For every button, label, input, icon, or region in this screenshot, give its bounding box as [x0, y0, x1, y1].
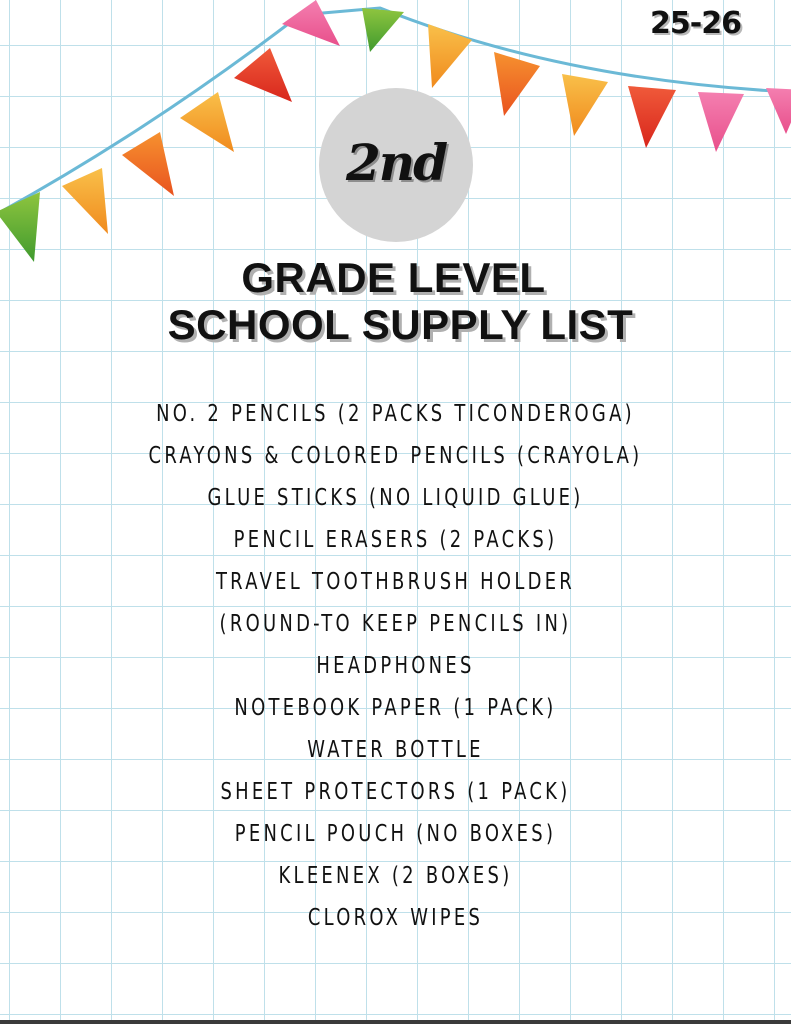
orange-flag	[428, 24, 472, 88]
supply-item: KLEENEX (2 BOXES)	[278, 863, 513, 889]
green-flag	[0, 192, 40, 262]
bottom-divider	[0, 1020, 791, 1024]
orange-red-flag	[122, 132, 174, 196]
school-year: 25-26	[650, 6, 741, 41]
supply-item: WATER BOTTLE	[307, 737, 484, 763]
supply-item: HEADPHONES	[316, 653, 475, 679]
supply-item: PENCIL POUCH (NO BOXES)	[234, 821, 557, 847]
supply-item: SHEET PROTECTORS (1 PACK)	[220, 779, 571, 805]
supply-item: NOTEBOOK PAPER (1 PACK)	[234, 695, 557, 721]
red-flag	[628, 86, 676, 148]
pink-flag	[766, 88, 791, 134]
orange-flag	[180, 92, 234, 152]
supply-item: GLUE STICKS (NO LIQUID GLUE)	[207, 485, 584, 511]
supply-item: (ROUND-TO KEEP PENCILS IN)	[219, 611, 572, 637]
supply-item: TRAVEL TOOTHBRUSH HOLDER	[215, 569, 576, 595]
title-line-1: GRADE LEVEL	[241, 254, 546, 301]
supply-item: CRAYONS & COLORED PENCILS (CRAYOLA)	[148, 443, 643, 469]
supply-list	[0, 393, 791, 939]
green-flag	[362, 8, 404, 52]
orange-red-flag	[494, 52, 540, 116]
orange-flag	[562, 74, 608, 136]
orange-flag	[62, 168, 108, 234]
pink-flag	[282, 0, 340, 46]
title-line-2: SCHOOL SUPPLY LIST	[167, 301, 634, 348]
grade-badge	[319, 88, 473, 242]
supply-item: PENCIL ERASERS (2 PACKS)	[233, 527, 558, 553]
grade-label: 2nd	[345, 133, 447, 192]
pink-flag	[698, 92, 744, 152]
supply-item: NO. 2 PENCILS (2 PACKS TICONDEROGA)	[156, 401, 635, 427]
supply-item: CLOROX WIPES	[307, 905, 484, 931]
